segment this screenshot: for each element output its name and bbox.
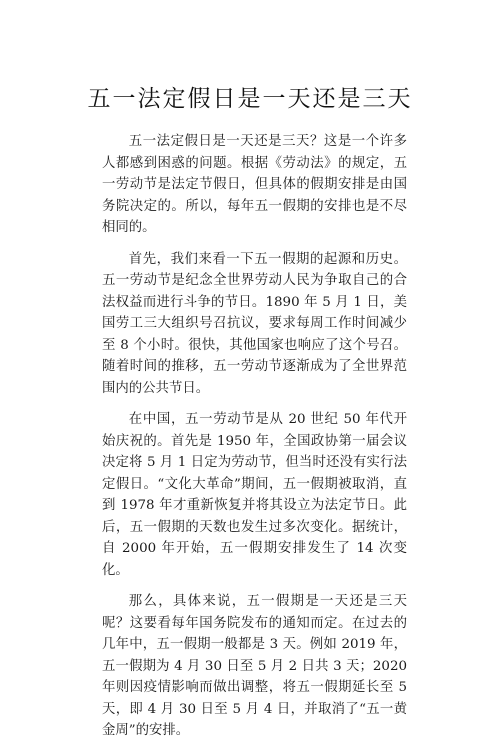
document-body	[102, 131, 407, 752]
paragraph-schedule: 那么，具体来说，五一假期是一天还是三天呢？这要看每年国务院发布的通知而定。在过去的几年中，五一假期一般都是 3 天。例如 2019 年，五一假期为 4 月 30 日至 5 月 2 日共 3 天；2020 年则因疫情影响而做出调整，将五一假期延长至 5 天，即 4 月 30 日至 5 月 4 日，并取消了“五一黄金周”的安排。	[102, 594, 407, 738]
paragraph-china: 在中国，五一劳动节是从 20 世纪 50 年代开始庆祝的。首先是 1950 年，全国政协第一届会议决定将 5 月 1 日定为劳动节，但当时还没有实行法定假日。“文化大革命”期间，五一假期被取消，直到 1978 年才重新恢复并将其设立为法定节日。此后，五一假期的天数也发生过多次变化。据统计，自 2000 年开始，五一假期安排发生了 14 次变化。	[102, 412, 407, 578]
paragraph-intro: 五一法定假日是一天还是三天？这是一个许多人都感到困惑的问题。根据《劳动法》的规定，五一劳动节是法定节假日，但具体的假期安排是由国务院决定的。所以，每年五一假期的安排也是不尽相同的。	[102, 134, 407, 235]
document-title: 五一法定假日是一天还是三天	[87, 86, 413, 112]
paragraph-history: 首先，我们来看一下五一假期的起源和历史。五一劳动节是纪念全世界劳动人民为争取自己的合法权益而进行斗争的节日。1890 年 5 月 1 日，美国劳工三大组织号召抗议，要求每周工作时间减少至 8 个小时。很快，其他国家也响应了这个号召。随着时间的推移，五一劳动节逐渐成为了全世界范围内的公共节日。	[102, 251, 407, 396]
